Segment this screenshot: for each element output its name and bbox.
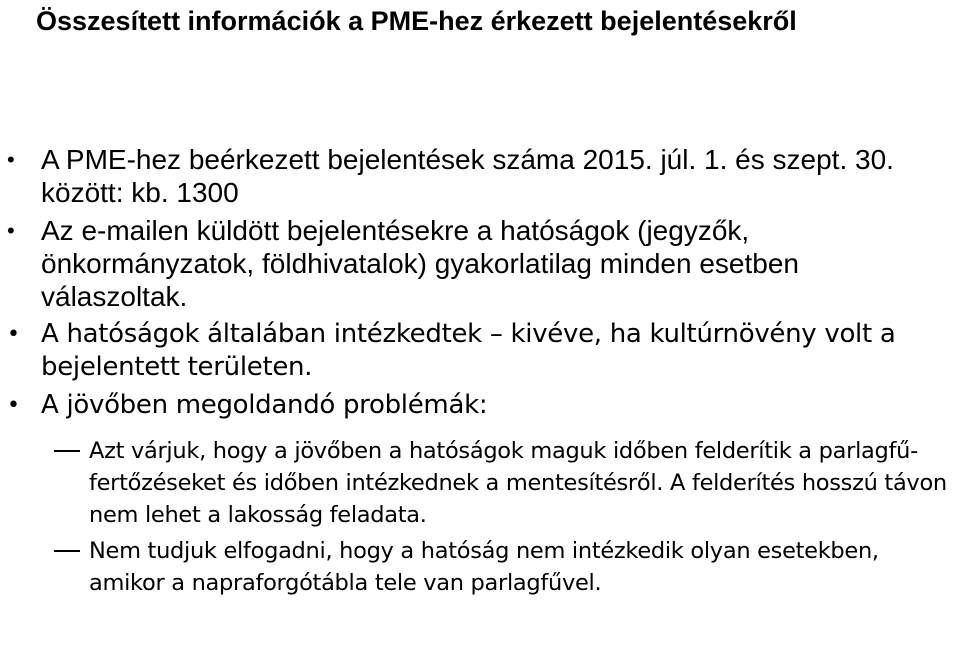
bullet-icon: •	[7, 322, 20, 347]
bullet-item	[0, 318, 921, 384]
bullet-text: A PME-hez beérkezett bejelentések száma 2015. júl. 1. és szept. 30. között: kb. 1300	[41, 144, 894, 208]
sub-bullet-item	[0, 435, 949, 531]
sub-bullet-text: Nem tudjuk elfogadni, hogy a hatóság nem intézkedik olyan esetekben, amikor a napraforgótábla tele van parlagfűvel.	[89, 538, 879, 596]
slide-title: Összesített információk a PME-hez érkezett bejelentésekről	[36, 6, 797, 36]
sub-bullet-list	[41, 435, 947, 599]
bullet-list	[0, 143, 960, 604]
dash-icon	[54, 450, 80, 452]
bullet-item	[0, 143, 921, 209]
bullet-text: Az e-mailen küldött bejelentésekre a hatóságok (jegyzők, önkormányzatok, földhivatalok) gyakorlatilag minden esetben válaszoltak.	[41, 215, 799, 312]
dash-icon	[54, 550, 80, 552]
bullet-item	[0, 389, 947, 599]
bullet-icon: •	[7, 147, 15, 172]
bullet-icon: •	[7, 218, 15, 243]
sub-bullet-text: Azt várjuk, hogy a jövőben a hatóságok maguk időben felderítik a parlagfű-fertőzéseket és időben intézkednek a mentesítésről. A felderítés hosszú távon nem lehet a lakosság feladata.	[89, 438, 947, 528]
bullet-text: A jövőben megoldandó problémák:	[41, 390, 488, 420]
bullet-icon: •	[7, 393, 20, 418]
bullet-text: A hatóságok általában intézkedtek – kivéve, ha kultúrnövény volt a bejelentett területen.	[41, 319, 896, 382]
sub-bullet-item	[0, 535, 949, 599]
bullet-item	[0, 214, 921, 313]
